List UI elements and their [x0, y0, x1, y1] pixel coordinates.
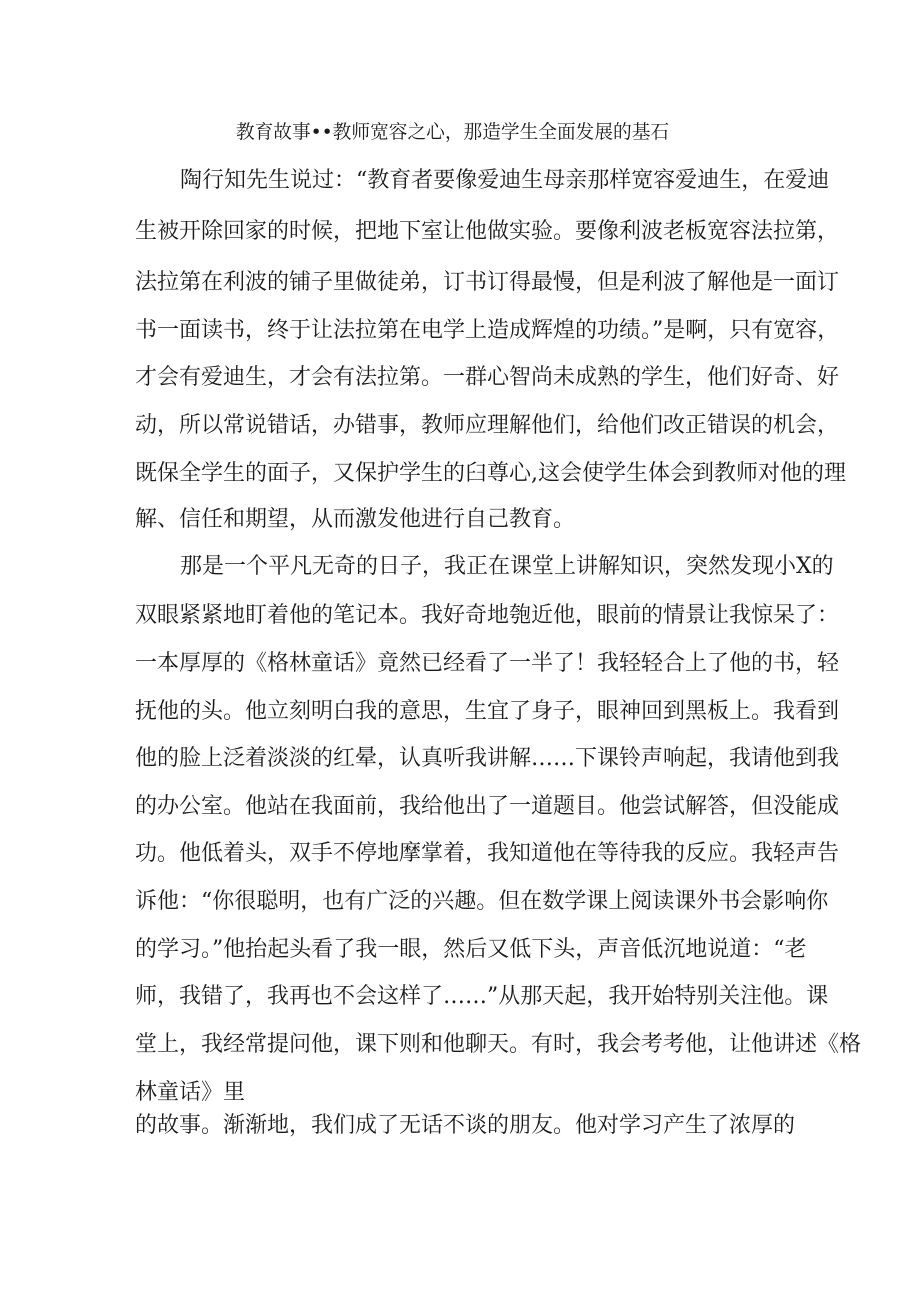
text-line: 的办公室。他站在我面前，我给他出了一道题目。他尝试解答，但没能成	[135, 794, 840, 819]
text-line: 一本厚厚的《格林童话》竟然已经看了一半了！我轻轻合上了他的书，轻	[135, 651, 840, 676]
text-line: 陶行知先生说过：“教育者要像爱迪生母亲那样宽容爱迪生，在爱迪	[180, 168, 830, 193]
text-line: 双眼紧紧地盯着他的笔记本。我好奇地匏近他，眼前的情景让我惊呆了：	[135, 603, 840, 628]
text-line: 功。他低着头，双手不停地摩掌着，我知道他在等待我的反应。我轻声告	[135, 841, 840, 866]
text-line: 他的脸上泛着淡淡的红晕，认真听我讲解……下课铃声响起，我请他到我	[135, 746, 840, 771]
text-line: 法拉第在利波的铺子里做徒弟，订书订得最慢，但是利波了解他是一面订	[135, 270, 840, 295]
text-line: 林童话》里	[135, 1080, 246, 1105]
document-title: 教育故事••教师宽容之心，那造学生全面发展的基石	[235, 121, 670, 143]
text-line: 抚他的头。他立刻明白我的意思，生宜了身子，眼神回到黑板上。我看到	[135, 699, 840, 724]
text-line: 的故事。渐渐地，我们成了无话不谈的朋友。他对学习产生了浓厚的	[135, 1113, 796, 1138]
text-line: 动，所以常说错话，办错事，教师应理解他们，给他们改正错误的机会，	[135, 413, 840, 438]
text-line: 既保全学生的面子，又保护学生的臼尊心,这会使学生体会到教师对他的理	[135, 461, 846, 486]
text-line: 生被开除回家的时候，把地下室让他做实验。要像利波老板宽容法拉第，	[135, 219, 840, 244]
text-line: 师，我错了，我再也不会这样了……”从那天起，我开始特别关注他。课	[135, 984, 829, 1009]
text-line: 书一面读书，终于让法拉第在电学上造成辉煌的功绩。”是啊，只有宽容，	[135, 318, 840, 343]
text-line: 那是一个平凡无奇的日子，我正在课堂上讲解知识，突然发现小X的	[180, 554, 834, 579]
text-line: 的学习。”他抬起头看了我一眼，然后又低下头，声音低沉地说道：“老	[135, 937, 807, 962]
text-line: 解、信任和期望，从而激发他进行自己教育。	[135, 507, 576, 532]
text-line: 才会有爱迪生，才会有法拉第。一群心智尚未成熟的学生，他们好奇、好	[135, 365, 840, 390]
text-line: 堂上，我经常提问他，课下则和他聊天。有时，我会考考他，让他讲述《格	[135, 1032, 862, 1057]
text-line: 诉他：“你很聪明，也有广泛的兴趣。但在数学课上阅读课外书会影响你	[135, 889, 829, 914]
